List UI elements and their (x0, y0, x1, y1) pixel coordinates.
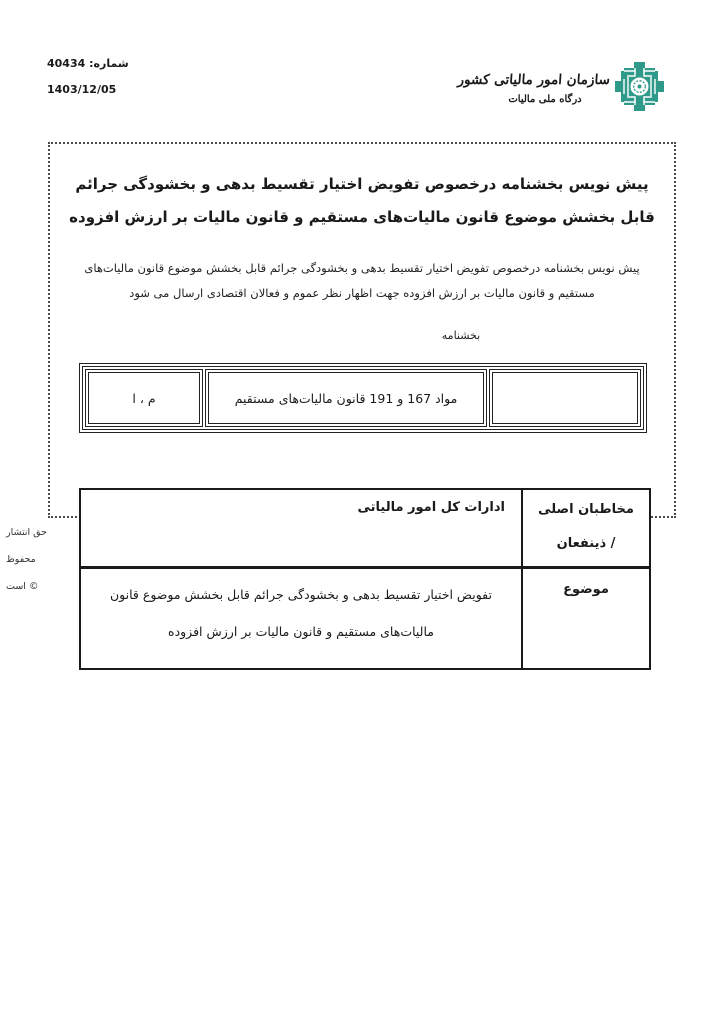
info-table (79, 488, 651, 670)
reference-cell-empty (489, 369, 641, 427)
draft-circular-box (48, 142, 676, 518)
org-name: سازمان امور مالیاتی کشور (457, 71, 611, 88)
subject-value (81, 569, 521, 668)
draft-description-line2: مستقیم و قانون مالیات بر ارزش افزوده جهت اظهار نظر عموم و فعالان اقتصادی ارسال می شود (129, 286, 595, 300)
reference-table (79, 363, 647, 433)
document-date: 1403/12/05 (47, 83, 117, 96)
subject-value-line1: تفویض اختیار تقسیط بدهی و بخشودگی جرائم قابل بخشش موضوع قانون (110, 587, 492, 602)
tax-org-emblem-icon (613, 58, 666, 114)
draft-title (50, 144, 674, 234)
copyright-note (6, 519, 47, 600)
org-logo (457, 58, 666, 114)
reference-cell-articles: مواد 167 و 191 قانون مالیات‌های مستقیم (205, 369, 487, 427)
draft-description (50, 256, 674, 306)
audience-header (521, 490, 649, 569)
org-logo-text (457, 67, 611, 106)
audience-header-line2: / ذینفعان (556, 536, 616, 551)
document-meta (47, 51, 129, 103)
subject-value-line2: مالیات‌های مستقیم و قانون مالیات بر ارزش افزوده (168, 624, 434, 639)
subject-header: موضوع (521, 569, 649, 668)
draft-description-line1: پیش نویس بخشنامه درخصوص تفویض اختیار تقسیط بدهی و بخشودگی جرائم قابل بخشش موضوع قانون مالیات‌های (84, 261, 640, 275)
reference-cell-code: م ، ا (85, 369, 203, 427)
copyright-line3: © است (6, 581, 39, 592)
draft-title-line1: پیش نویس بخشنامه درخصوص تفویض اختیار تقسیط بدهی و بخشودگی جرائم (75, 175, 649, 193)
document-number: شماره: 40434 (47, 57, 129, 70)
circular-label: بخشنامه (441, 329, 481, 342)
draft-title-line2: قابل بخشش موضوع قانون مالیات‌های مستقیم و قانون مالیات بر ارزش افزوده (69, 208, 655, 226)
copyright-line2: محفوظ (6, 554, 36, 565)
copyright-line1: حق انتشار (6, 527, 47, 538)
org-subtitle: درگاه ملی مالیات (508, 93, 582, 105)
audience-value: ادارات کل امور مالیاتی (81, 490, 521, 569)
audience-header-line1: مخاطبان اصلی (538, 502, 634, 517)
